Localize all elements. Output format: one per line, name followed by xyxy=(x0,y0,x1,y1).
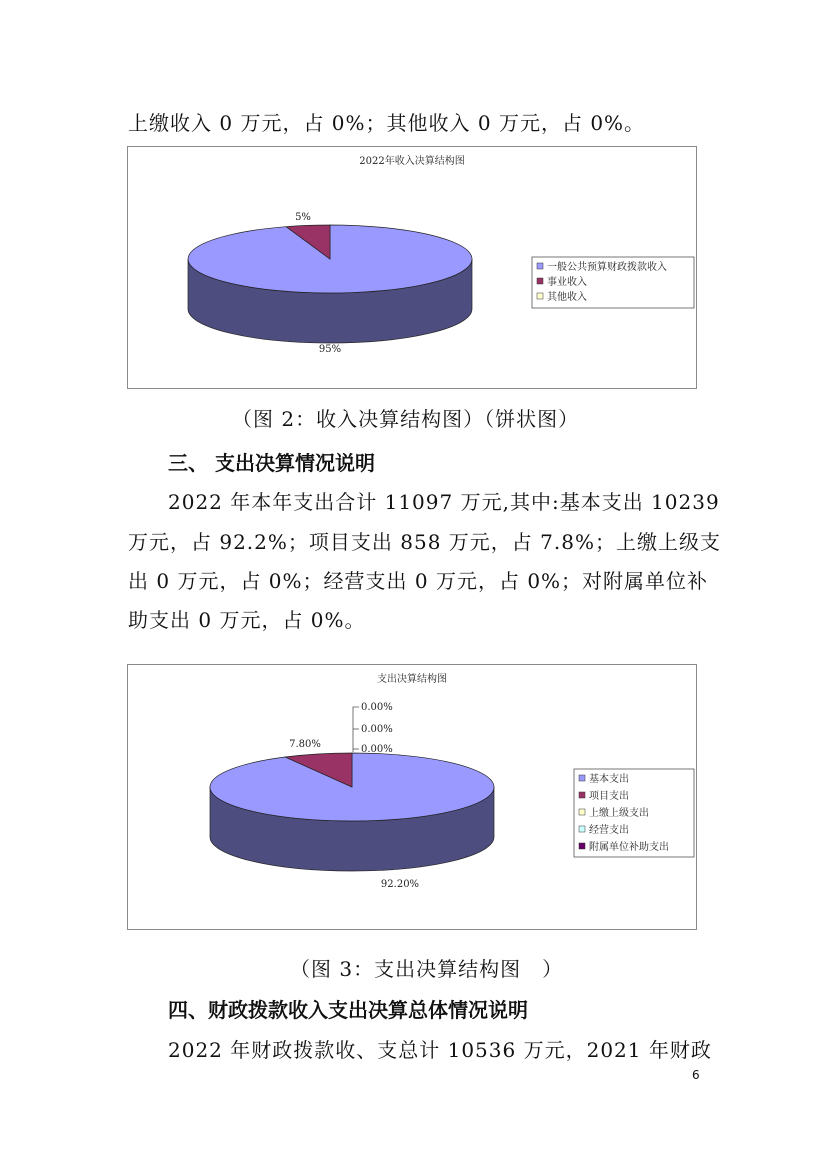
slice-label-business: 0.00% xyxy=(361,724,393,735)
page-number: 6 xyxy=(692,1068,700,1082)
legend xyxy=(574,769,694,857)
leader-lines xyxy=(353,707,359,752)
legend-item: 经营支出 xyxy=(589,825,629,836)
legend-swatch xyxy=(579,809,585,815)
paragraph-line: 2022 年财政拨款收、支总计 10536 万元，2021 年财政 xyxy=(168,1038,712,1062)
legend-item: 基本支出 xyxy=(589,774,629,785)
legend-item: 其他收入 xyxy=(547,292,587,303)
legend-item: 一般公共预算财政拨款收入 xyxy=(547,262,667,273)
legend-swatch xyxy=(579,775,585,781)
expenditure-pie-chart xyxy=(127,664,697,930)
legend-swatch xyxy=(537,293,543,299)
legend-item: 附属单位补助支出 xyxy=(589,842,669,853)
slice-label-income-business: 5% xyxy=(295,212,311,223)
legend-swatch xyxy=(579,826,585,832)
slice-label-basic: 92.20% xyxy=(380,879,420,890)
slice-label-income-general: 95% xyxy=(318,344,342,355)
legend xyxy=(532,257,694,308)
section-heading: 四、财政拨款收入支出决算总体情况说明 xyxy=(168,998,528,1022)
paragraph-line: 出 0 万元，占 0%；经营支出 0 万元，占 0%；对附属单位补 xyxy=(128,569,709,593)
legend-item: 上缴上级支出 xyxy=(589,808,649,819)
slice-label-subsidy: 0.00% xyxy=(361,744,393,755)
paragraph-line: 万元，占 92.2%；项目支出 858 万元，占 7.8%；上缴上级支 xyxy=(128,530,721,554)
income-pie-chart xyxy=(127,146,697,389)
legend-swatch xyxy=(537,278,543,284)
expenditure-pie-svg xyxy=(128,665,696,929)
chart-title: 支出决算结构图 xyxy=(377,674,447,685)
income-pie-svg xyxy=(128,147,696,388)
legend-swatch xyxy=(579,843,585,849)
legend-swatch xyxy=(579,792,585,798)
figure-caption: （图 2：收入决算结构图）（饼状图） xyxy=(232,407,580,431)
paragraph-line: 2022 年本年支出合计 11097 万元,其中:基本支出 10239 xyxy=(168,490,720,514)
slice-label-project: 7.80% xyxy=(289,739,321,750)
chart-title: 2022年收入决算结构图 xyxy=(359,156,465,167)
legend-item: 事业收入 xyxy=(547,277,587,288)
paragraph-line: 助支出 0 万元，占 0%。 xyxy=(128,608,366,632)
slice-label-upper: 0.00% xyxy=(361,702,393,713)
legend-item: 项目支出 xyxy=(589,791,629,802)
figure-caption: （图 3：支出决算结构图 ） xyxy=(290,957,564,981)
legend-swatch xyxy=(537,263,543,269)
paragraph-line: 上缴收入 0 万元，占 0%；其他收入 0 万元，占 0%。 xyxy=(128,111,646,135)
section-heading: 三、 支出决算情况说明 xyxy=(168,451,375,475)
